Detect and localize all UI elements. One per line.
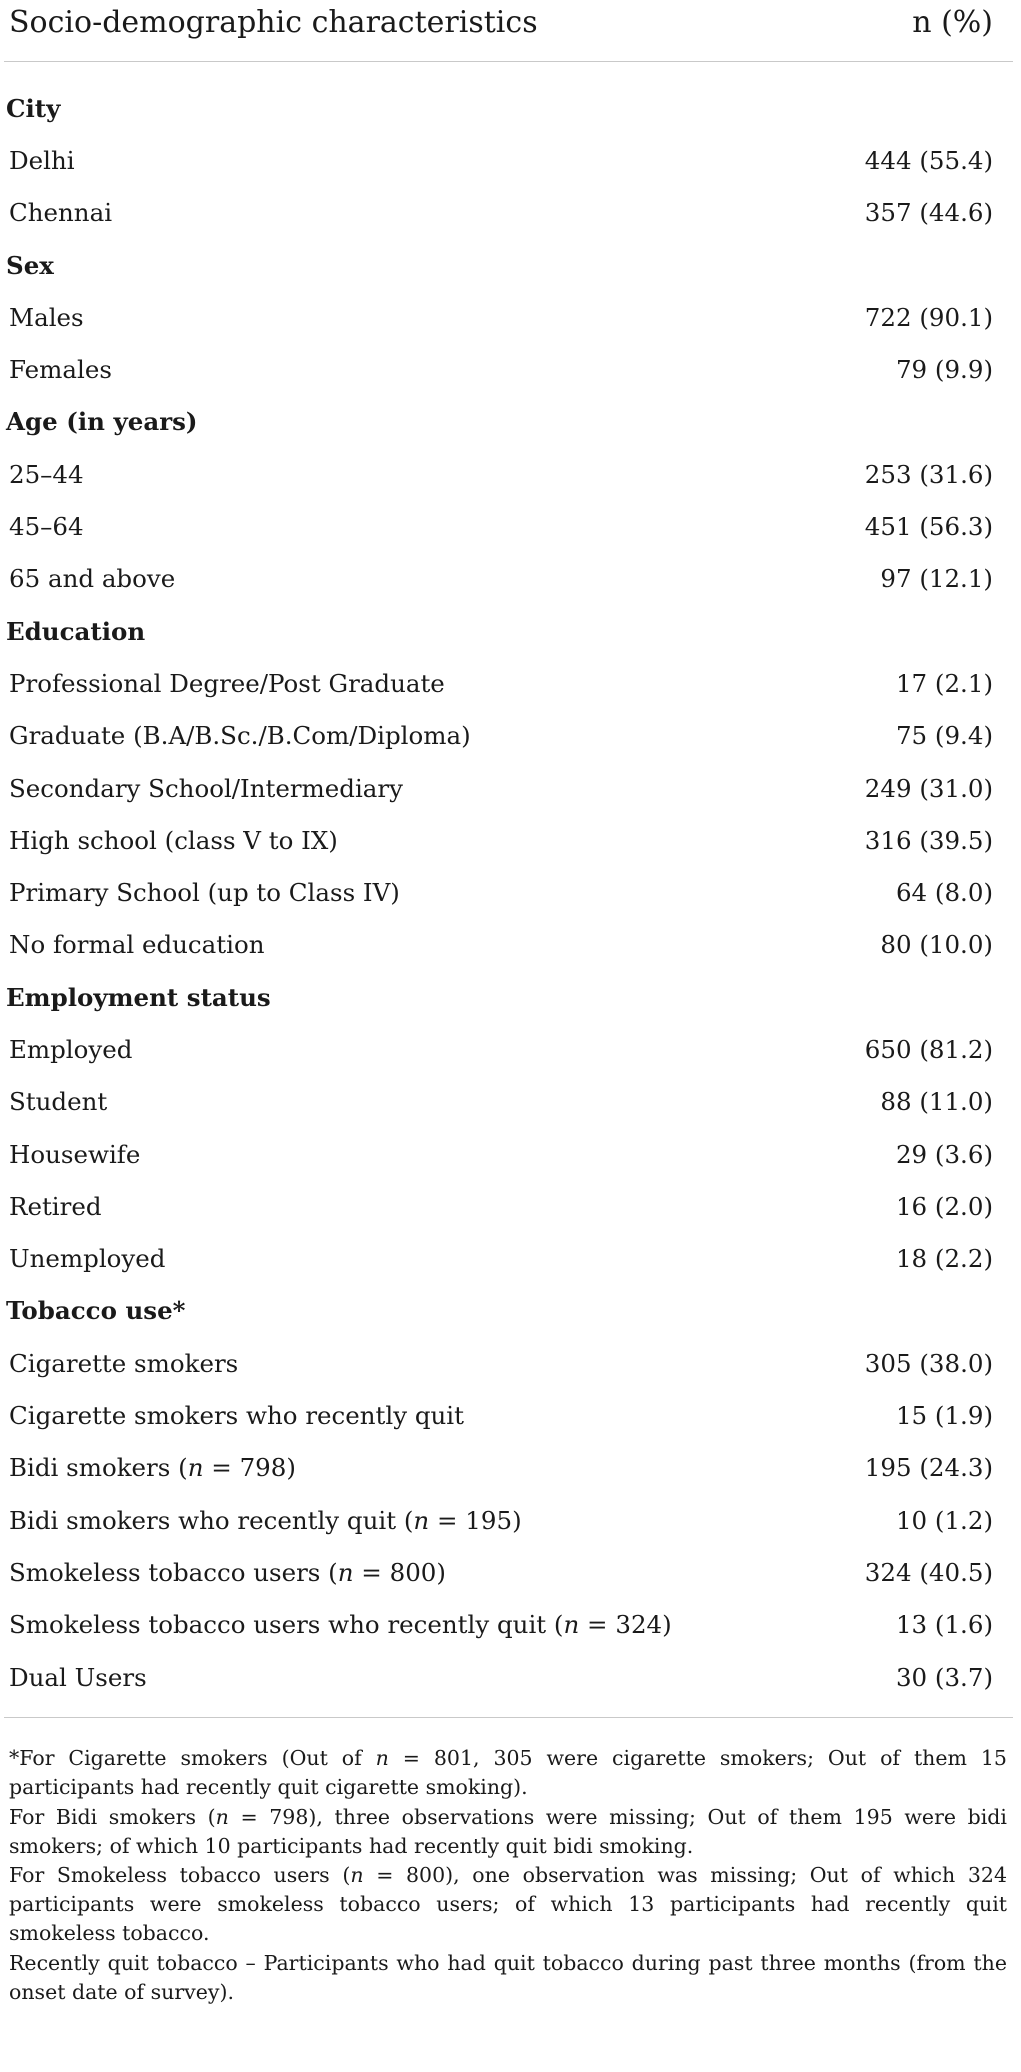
row-value: 324 (40.5): [864, 1557, 993, 1587]
row-label: Secondary School/Intermediary: [9, 773, 403, 803]
table-row: [4, 1233, 1013, 1285]
table-row: [4, 1442, 1013, 1494]
row-label: Delhi: [9, 145, 75, 175]
row-label: Retired: [9, 1191, 102, 1221]
category-row: [4, 605, 1013, 657]
table-row: [4, 500, 1013, 552]
header-n-percent: n (%): [912, 5, 993, 40]
row-value: 17 (2.1): [895, 668, 993, 698]
row-value: 305 (38.0): [864, 1348, 993, 1378]
table-row: [4, 1546, 1013, 1598]
category-row: [4, 971, 1013, 1023]
table-row: [4, 919, 1013, 971]
row-label: 65 and above: [9, 564, 176, 594]
row-value: 88 (11.0): [880, 1087, 993, 1117]
row-value: 249 (31.0): [864, 773, 993, 803]
table-row: [4, 1076, 1013, 1128]
row-label: Graduate (B.A/B.Sc./B.Com/Diploma): [9, 721, 471, 751]
category-label: City: [6, 93, 61, 123]
row-value: 30 (3.7): [895, 1662, 993, 1692]
category-label: Age (in years): [6, 407, 198, 437]
table-row: [4, 187, 1013, 239]
row-label: Bidi smokers (n = 798): [9, 1453, 296, 1483]
row-value: 80 (10.0): [880, 930, 993, 960]
row-value: 357 (44.6): [864, 198, 993, 228]
row-label: Employed: [9, 1034, 133, 1064]
row-label: Females: [9, 355, 112, 385]
row-label: High school (class V to IX): [9, 825, 338, 855]
row-value: 444 (55.4): [864, 145, 993, 175]
row-label: 25–44: [9, 459, 84, 489]
row-label: Student: [9, 1087, 108, 1117]
row-value: 650 (81.2): [864, 1034, 993, 1064]
category-label: Sex: [6, 250, 54, 280]
table-row: [4, 343, 1013, 395]
table-row: [4, 553, 1013, 605]
table-row: [4, 1023, 1013, 1075]
row-value: 97 (12.1): [880, 564, 993, 594]
table-row: [4, 291, 1013, 343]
row-value: 64 (8.0): [895, 878, 993, 908]
category-row: [4, 239, 1013, 291]
category-label: Tobacco use*: [6, 1296, 186, 1326]
table-row: [4, 866, 1013, 918]
footnote-smokeless: For Smokeless tobacco users (n = 800), one observation was missing; Out of which 324 participants were smokeless tobacco users; of which 13 participants had recently quit smokeless tobacco.: [9, 1863, 1007, 1946]
row-label: Cigarette smokers: [9, 1348, 239, 1378]
footnote-cigarette: *For Cigarette smokers (Out of n = 801, 305 were cigarette smokers; Out of them 15 participants had recently quit cigarette smoking).: [9, 1746, 1007, 1800]
table-row: [4, 1128, 1013, 1180]
table-row: [4, 134, 1013, 186]
footnote-bidi: For Bidi smokers (n = 798), three observations were missing; Out of them 195 were bidi smokers; of which 10 participants had recently quit bidi smoking.: [9, 1804, 1007, 1858]
table-footnotes: [4, 1718, 1013, 2007]
table-row: [4, 1180, 1013, 1232]
row-value: 15 (1.9): [895, 1401, 993, 1431]
header-characteristics: Socio-demographic characteristics: [9, 5, 538, 40]
row-label: Unemployed: [9, 1244, 166, 1274]
document: [4, 0, 1013, 2007]
row-label: Smokeless tobacco users (n = 800): [9, 1557, 446, 1587]
row-value: 253 (31.6): [864, 459, 993, 489]
row-label: Dual Users: [9, 1662, 147, 1692]
category-row: [4, 82, 1013, 134]
table-row: [4, 448, 1013, 500]
category-label: Employment status: [6, 982, 271, 1012]
table-row: [4, 1389, 1013, 1441]
row-value: 13 (1.6): [895, 1610, 993, 1640]
row-value: 29 (3.6): [895, 1139, 993, 1169]
row-label: Primary School (up to Class IV): [9, 878, 400, 908]
row-label: Males: [9, 302, 84, 332]
row-value: 79 (9.9): [895, 355, 993, 385]
row-label: Cigarette smokers who recently quit: [9, 1401, 464, 1431]
row-label: Professional Degree/Post Graduate: [9, 668, 445, 698]
row-label: 45–64: [9, 512, 84, 542]
table-row: [4, 710, 1013, 762]
row-label: Chennai: [9, 198, 113, 228]
footnote-recently-quit: Recently quit tobacco – Participants who had quit tobacco during past three months (from the onset date of survey).: [9, 1950, 1007, 2004]
row-value: 195 (24.3): [864, 1453, 993, 1483]
row-value: 10 (1.2): [895, 1505, 993, 1535]
table-row: [4, 1651, 1013, 1703]
category-label: Education: [6, 616, 146, 646]
table-row: [4, 814, 1013, 866]
row-label: Housewife: [9, 1139, 141, 1169]
table-body: [4, 62, 1013, 1703]
row-value: 75 (9.4): [895, 721, 993, 751]
row-value: 451 (56.3): [864, 512, 993, 542]
row-value: 722 (90.1): [864, 302, 993, 332]
table-row: [4, 762, 1013, 814]
table-row: [4, 1494, 1013, 1546]
row-label: Bidi smokers who recently quit (n = 195): [9, 1505, 522, 1535]
row-label: No formal education: [9, 930, 265, 960]
table-header: [4, 0, 1013, 62]
row-label: Smokeless tobacco users who recently quit (n = 324): [9, 1610, 672, 1640]
row-value: 316 (39.5): [864, 825, 993, 855]
row-value: 16 (2.0): [895, 1191, 993, 1221]
row-value: 18 (2.2): [895, 1244, 993, 1274]
category-row: [4, 396, 1013, 448]
category-row: [4, 1285, 1013, 1337]
table-row: [4, 1599, 1013, 1651]
table-row: [4, 657, 1013, 709]
table-row: [4, 1337, 1013, 1389]
